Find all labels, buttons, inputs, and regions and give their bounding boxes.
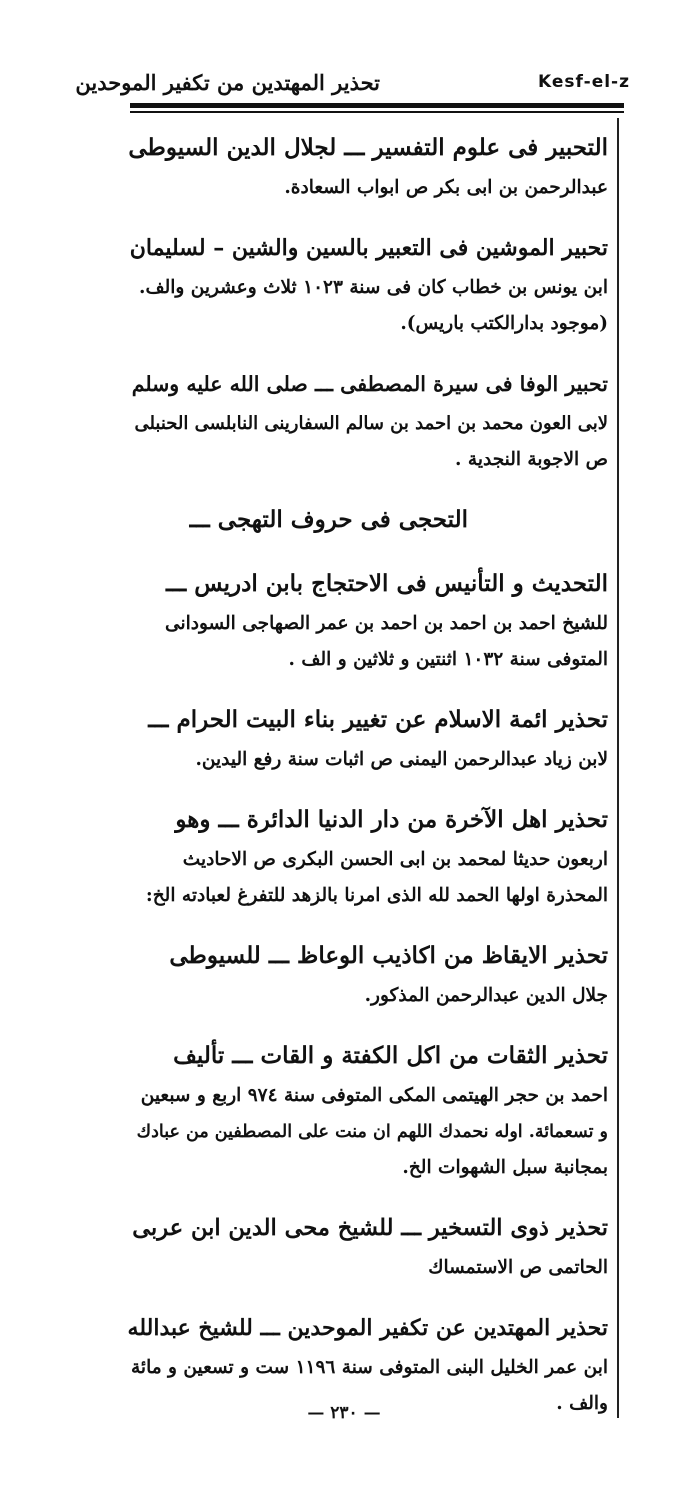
entry-title: تحبير الموشين فى التعبير بالسين والشين – لسليمان — [129, 235, 608, 261]
entry-line: و تسعمائة. اوله نحمدك اللهم ان منت على المصطفين من عبادك — [136, 1122, 608, 1142]
entry-title: تحذير ائمة الاسلام عن تغيير بناء البيت الحرام ـــ — [148, 706, 608, 733]
entry-body — [128, 1078, 608, 1186]
entry-line: الحاتمى ص الاستمساك — [428, 1257, 608, 1278]
entry — [128, 698, 608, 778]
entry — [128, 562, 608, 678]
entry-line: ص الاجوبة النجدية . — [455, 449, 608, 470]
entry-title: تحبير الوفا فى سيرة المصطفى ـــ صلى الله عليه وسلم — [131, 372, 608, 396]
entry-title: تحذير المهتدين عن تكفير الموحدين ـــ للشيخ عبدالله — [127, 1315, 608, 1341]
entry-line: اربعون حديثا لمحمد بن ابى الحسن البكرى ص الاحاديث — [182, 849, 608, 870]
entry — [128, 498, 608, 542]
entry-title: التحبير فى علوم التفسير ـــ لجلال الدين السيوطى — [128, 134, 608, 161]
entry-line: جلال الدين عبدالرحمن المذكور. — [364, 985, 608, 1006]
entry-body — [128, 842, 608, 914]
entry-line: عبدالرحمن بن ابى بكر ص ابواب السعادة. — [284, 177, 608, 198]
entry-list — [128, 126, 608, 1442]
entry — [128, 1034, 608, 1186]
entry-line: لابن زياد عبدالرحمن اليمنى ص اثبات سنة رفع اليدين. — [195, 749, 608, 770]
entry-line: للشيخ احمد بن احمد بن احمد بن عمر الصهاجى السودانى — [165, 613, 608, 634]
entry-title: تحذير اهل الآخرة من دار الدنيا الدائرة ـــ وهو — [175, 806, 608, 833]
page-header — [75, 62, 630, 102]
running-title: تحذير المهتدين من تكفير الموحدين — [75, 70, 380, 95]
entry-line: المحذرة اولها الحمد لله الذى امرنا بالزهد للتفرغ لعبادته الخ: — [145, 885, 608, 906]
entry-title: التحديث و التأنيس فى الاحتجاج بابن ادريس ـــ — [166, 570, 608, 597]
entry-title: تحذير الايقاظ من اكاذيب الوعاظ ـــ للسيوطى — [169, 942, 608, 969]
page-number: — ٢٣٠ — — [307, 1403, 381, 1423]
entry-body — [128, 1250, 608, 1286]
margin-line — [617, 118, 619, 1418]
entry — [128, 362, 608, 478]
entry-body — [128, 606, 608, 678]
entry-body — [128, 270, 608, 342]
entry-line: المتوفى سنة ١٠٣٢ اثنتين و ثلاثين و الف . — [288, 649, 608, 670]
header-rule-thick — [130, 103, 624, 108]
entry-line: ابن عمر الخليل البنى المتوفى سنة ١١٩٦ ست و تسعين و مائة — [131, 1357, 608, 1378]
entry — [128, 1206, 608, 1286]
entry — [128, 934, 608, 1014]
entry-title: التحجى فى حروف التهجى ـــ — [189, 506, 468, 533]
entry-title: تحذير الثقات من اكل الكفتة و القات ـــ تأليف — [173, 1042, 608, 1069]
header-rule-thin — [130, 111, 624, 113]
entry-line: بمجانبة سبل الشهوات الخ. — [402, 1157, 608, 1178]
entry-line: والف . — [556, 1393, 608, 1414]
entry-line: ابن يونس بن خطاب كان فى سنة ١٠٢٣ ثلاث وعشرين والف. — [139, 277, 608, 298]
entry — [128, 798, 608, 914]
entry — [128, 226, 608, 342]
entry-title: تحذير ذوى التسخير ـــ للشيخ محى الدين ابن عربى — [132, 1215, 608, 1241]
entry-body — [128, 978, 608, 1014]
entry-line: (موجود بدارالكتب باريس). — [400, 313, 608, 334]
entry-body — [128, 170, 608, 206]
entry-line: لابى العون محمد بن احمد بن سالم السفارينى النابلسى الحنبلى — [134, 413, 608, 434]
entry-body — [128, 742, 608, 778]
entry — [128, 126, 608, 206]
entry-body — [128, 406, 608, 478]
running-code: Kesf-el-z — [538, 72, 630, 92]
entry-line: احمد بن حجر الهيتمى المكى المتوفى سنة ٩٧٤ اربع و سبعين — [140, 1085, 608, 1106]
